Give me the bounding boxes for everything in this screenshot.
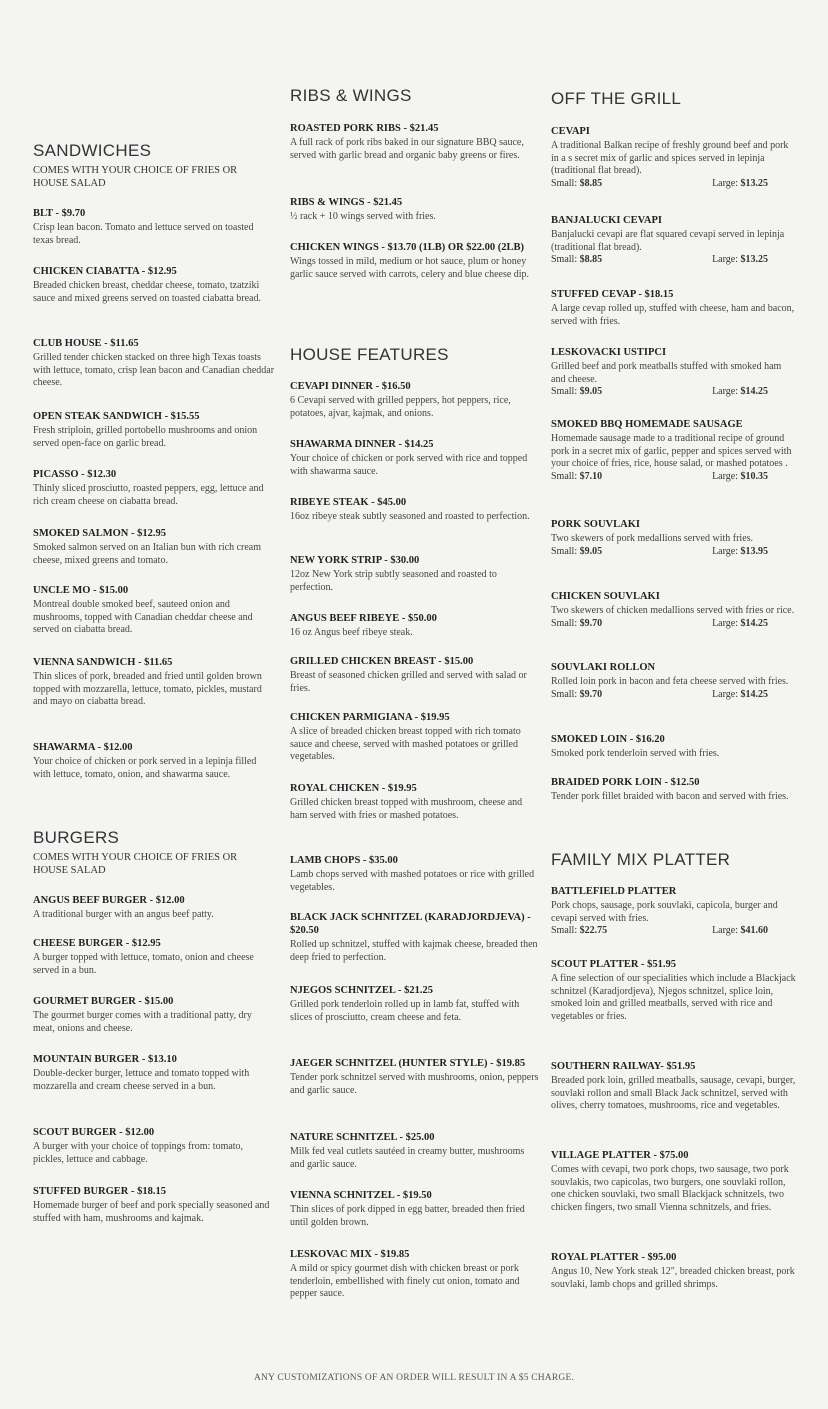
item-name: VIENNA SANDWICH - $11.65	[33, 657, 173, 668]
price-row	[551, 546, 796, 559]
item-name: STUFFED BURGER - $18.15	[33, 1186, 167, 1197]
item-name: BATTLEFIELD PLATTER	[551, 886, 677, 897]
sandwiches-title: SANDWICHES	[33, 141, 152, 160]
small-price: Small: $7.10	[551, 470, 603, 482]
item-name: STUFFED CEVAP - $18.15	[551, 289, 674, 300]
item-description: Tender pork schnitzel served with mushrooms, onion, peppers and garlic sauce.	[290, 1072, 539, 1096]
menu-item	[551, 518, 796, 558]
item-name: ROASTED PORK RIBS - $21.45	[290, 123, 439, 134]
large-price: Large: $14.25	[712, 688, 768, 700]
item-name: VIENNA SCHNITZEL - $19.50	[290, 1190, 432, 1201]
item-description: A large cevap rolled up, stuffed with cheese, ham and bacon, served with fries.	[551, 303, 795, 327]
item-description: Pork chops, sausage, pork souvlaki, capicola, burger and cevapi served with fries.	[551, 900, 778, 924]
item-name: PICASSO - $12.30	[33, 469, 117, 480]
item-name: ROYAL CHICKEN - $19.95	[290, 783, 417, 794]
item-name: LAMB CHOPS - $35.00	[290, 855, 398, 866]
item-description: Rolled loin pork in bacon and feta cheese served with fries.	[551, 676, 789, 687]
item-name: SMOKED SALMON - $12.95	[33, 528, 167, 539]
item-description: Milk fed veal cutlets sautéed in creamy butter, mushrooms and garlic sauce.	[290, 1146, 525, 1170]
menu-item	[290, 496, 540, 524]
menu-item	[33, 410, 275, 450]
item-description: Angus 10, New York steak 12", breaded chicken breast, pork souvlaki, lamb chops and grilled shrimps.	[551, 1266, 795, 1290]
item-name: PORK SOUVLAKI	[551, 519, 640, 530]
menu-item	[290, 655, 540, 695]
item-name: JAEGER SCHNITZEL (HUNTER STYLE) - $19.85	[290, 1058, 526, 1069]
item-description: A fine selection of our specialities which include a Blackjack schnitzel (Karadjordjeva), Njegos schnitzel, splice loin, smoked loin and grilled meatballs, served with rice and vegetables or fries.	[551, 973, 796, 1022]
menu-item	[551, 288, 796, 328]
item-description: A traditional Balkan recipe of freshly ground beef and pork in a s secret mix of garlic and spices served in lepinja (traditional flat bread).	[551, 140, 789, 177]
item-description: Crisp lean bacon. Tomato and lettuce served on toasted texas bread.	[33, 222, 254, 246]
menu-item	[551, 1251, 796, 1291]
item-description: A full rack of pork ribs baked in our signature BBQ sauce, served with garlic bread and organic baby greens or fires.	[290, 137, 524, 161]
item-name: ANGUS BEEF RIBEYE - $50.00	[290, 613, 437, 624]
menu-item	[551, 590, 796, 630]
item-description: Wings tossed in mild, medium or hot sauce, plum or honey garlic sauce served with carrots, celery and blue cheese dip.	[290, 256, 530, 280]
item-name: UNCLE MO - $15.00	[33, 585, 129, 596]
small-price: Small: $9.70	[551, 688, 603, 700]
item-description: Breaded pork loin, grilled meatballs, sausage, cevapi, burger, souvlaki rollon and small Black Jack schnitzel, served with olives, cherry tomatoes, mushrooms, rice and vegetables.	[551, 1075, 796, 1112]
large-price: Large: $13.25	[712, 177, 768, 189]
item-name: SOUTHERN RAILWAY- $51.95	[551, 1061, 696, 1072]
large-price: Large: $14.25	[712, 617, 768, 629]
menu-item	[33, 265, 275, 305]
item-description: Grilled beef and pork meatballs stuffed with smoked ham and cheese.	[551, 361, 782, 385]
price-row	[551, 689, 796, 702]
item-description: ½ rack + 10 wings served with fries.	[290, 211, 436, 222]
menu-item	[551, 885, 796, 938]
item-name: NEW YORK STRIP - $30.00	[290, 555, 420, 566]
item-name: BANJALUCKI CEVAPI	[551, 215, 662, 226]
menu-item	[290, 854, 540, 894]
item-name: CHICKEN PARMIGIANA - $19.95	[290, 712, 450, 723]
item-name: BRAIDED PORK LOIN - $12.50	[551, 777, 700, 788]
menu-item	[290, 380, 540, 420]
item-name: GRILLED CHICKEN BREAST - $15.00	[290, 656, 474, 667]
customization-charge-note: ANY CUSTOMIZATIONS OF AN ORDER WILL RESULT IN A $5 CHARGE.	[253, 1373, 575, 1383]
item-description: A mild or spicy gourmet dish with chicken breast or pork tenderloin, embellished with finely cut onion, tomato and pepper sauce.	[290, 1263, 520, 1300]
price-row	[551, 386, 796, 399]
item-description: Homemade sausage made to a traditional recipe of ground pork in a secret mix of garlic, pepper and spices served with your choice of fries, rice, house salad, or mashed potatoes .	[551, 433, 792, 470]
item-name: SMOKED BBQ HOMEMADE SAUSAGE	[551, 419, 743, 430]
burgers-title: BURGERS	[33, 828, 120, 847]
item-description: Breast of seasoned chicken grilled and served with salad or fries.	[290, 670, 527, 694]
item-description: Breaded chicken breast, cheddar cheese, tomato, tzatziki sauce and mixed greens served on toasted ciabatta bread.	[33, 280, 261, 304]
menu-item	[33, 527, 275, 567]
menu-item	[290, 612, 540, 640]
item-name: GOURMET BURGER - $15.00	[33, 996, 174, 1007]
menu-item	[551, 958, 796, 1023]
item-name: LESKOVACKI USTIPCI	[551, 347, 667, 358]
small-price: Small: $8.85	[551, 254, 603, 266]
menu-item	[33, 1053, 275, 1093]
menu-item	[290, 122, 540, 162]
menu-item	[290, 241, 540, 281]
menu-item	[33, 1185, 275, 1225]
item-description: Smoked pork tenderloin served with fries.	[551, 748, 720, 759]
item-name: SMOKED LOIN - $16.20	[551, 734, 665, 745]
small-price: Small: $22.75	[551, 925, 608, 937]
menu-item	[33, 995, 275, 1035]
menu-item	[551, 346, 796, 399]
item-description: Banjalucki cevapi are flat squared cevapi served in lepinja (traditional flat bread).	[551, 229, 785, 253]
menu-item	[290, 1248, 540, 1301]
item-description: Grilled tender chicken stacked on three high Texas toasts with lettuce, tomato, crisp lean bacon and Canadian cheddar cheese.	[33, 352, 275, 389]
item-description: Your choice of chicken or pork served with rice and topped with shawarma sauce.	[290, 453, 528, 477]
item-name: NJEGOS SCHNITZEL - $21.25	[290, 985, 433, 996]
item-description: A traditional burger with an angus beef patty.	[33, 909, 214, 920]
item-description: Two skewers of pork medallions served with fries.	[551, 533, 754, 544]
item-description: Lamb chops served with mashed potatoes or rice with grilled vegetables.	[290, 869, 535, 893]
menu-item	[33, 656, 275, 709]
price-row	[551, 618, 796, 631]
item-name: ANGUS BEEF BURGER - $12.00	[33, 895, 185, 906]
item-name: LESKOVAC MIX - $19.85	[290, 1249, 410, 1260]
item-name: SOUVLAKI ROLLON	[551, 662, 656, 673]
price-row	[551, 471, 796, 484]
item-description: Homemade burger of beef and pork specially seasoned and stuffed with ham, mushrooms and kajmak.	[33, 1200, 270, 1224]
item-description: Comes with cevapi, two pork chops, two sausage, two pork souvlakis, two capicolas, two burgers, one souvlaki rollon, one chicken souvlaki, two small Blackjack schnitzels, two chicken fingers, two small Vienna schnitzels, and fries.	[551, 1164, 789, 1213]
small-price: Small: $9.05	[551, 386, 603, 398]
item-name: BLT - $9.70	[33, 208, 86, 219]
menu-item	[551, 214, 796, 267]
item-name: SCOUT BURGER - $12.00	[33, 1127, 155, 1138]
menu-item	[290, 782, 540, 822]
menu-item	[33, 337, 275, 390]
menu-item	[33, 894, 275, 922]
family-mix-platter-title: FAMILY MIX PLATTER	[551, 850, 731, 869]
item-name: MOUNTAIN BURGER - $13.10	[33, 1054, 177, 1065]
menu-item	[551, 125, 796, 190]
menu-item	[551, 1149, 796, 1214]
item-name: OPEN STEAK SANDWICH - $15.55	[33, 411, 200, 422]
item-description: Fresh striploin, grilled portobello mushrooms and onion served open-face on garlic bread.	[33, 425, 258, 449]
price-row	[551, 178, 796, 191]
menu-item	[551, 1060, 796, 1113]
menu-item	[33, 468, 275, 508]
menu-item	[33, 741, 275, 781]
price-row	[551, 925, 796, 938]
item-description: 16 oz Angus beef ribeye steak.	[290, 627, 413, 638]
menu-item	[290, 1057, 540, 1097]
item-description: The gourmet burger comes with a traditional patty, dry meat, onions and cheese.	[33, 1010, 252, 1034]
menu-item	[551, 733, 796, 761]
burgers-subtitle: COMES WITH YOUR CHOICE OF FRIES OR HOUSE SALAD	[33, 852, 238, 876]
menu-item	[290, 1189, 540, 1229]
item-description: 16oz ribeye steak subtly seasoned and roasted to perfection.	[290, 511, 530, 522]
off-the-grill-title: OFF THE GRILL	[551, 89, 682, 108]
item-name: CLUB HOUSE - $11.65	[33, 338, 139, 349]
item-name: CEVAPI	[551, 126, 590, 137]
item-name: VILLAGE PLATTER - $75.00	[551, 1150, 689, 1161]
item-name: SCOUT PLATTER - $51.95	[551, 959, 677, 970]
large-price: Large: $13.25	[712, 254, 768, 266]
item-description: 6 Cevapi served with grilled peppers, hot peppers, rice, potatoes, ajvar, kajmak, and onions.	[290, 395, 511, 419]
menu-item	[290, 554, 540, 594]
item-name: CEVAPI DINNER - $16.50	[290, 381, 411, 392]
item-description: Rolled up schnitzel, stuffed with kajmak cheese, breaded then deep fried to perfection.	[290, 939, 538, 963]
item-name: CHICKEN CIABATTA - $12.95	[33, 266, 177, 277]
menu-item	[33, 937, 275, 977]
menu-item	[551, 776, 796, 804]
item-description: Tender pork fillet braided with bacon and served with fries.	[551, 791, 789, 802]
menu-item	[33, 207, 275, 247]
menu-item	[551, 661, 796, 701]
item-name: RIBS & WINGS - $21.45	[290, 197, 403, 208]
large-price: Large: $10.35	[712, 470, 768, 482]
menu-item	[290, 911, 540, 964]
menu-item	[290, 984, 540, 1024]
item-description: Two skewers of chicken medallions served with fries or rice.	[551, 605, 795, 616]
item-description: Thin slices of pork, breaded and fried until golden brown topped with mozzarella, lettuce, tomato, pickles, mustard and mayo on ciabatta bread.	[33, 671, 262, 708]
menu-item	[33, 1126, 275, 1166]
ribs-wings-title: RIBS & WINGS	[290, 86, 412, 105]
large-price: Large: $13.95	[712, 545, 768, 557]
menu-item	[290, 196, 540, 224]
large-price: Large: $14.25	[712, 386, 768, 398]
item-description: Smoked salmon served on an Italian bun with rich cream cheese, mixed greens and tomato.	[33, 542, 261, 566]
menu-item	[290, 438, 540, 478]
menu-item	[290, 1131, 540, 1171]
item-name: SHAWARMA DINNER - $14.25	[290, 439, 434, 450]
small-price: Small: $8.85	[551, 177, 603, 189]
large-price: Large: $41.60	[712, 925, 768, 937]
item-description: A slice of breaded chicken breast topped with rich tomato sauce and cheese, served with mashed potatoes or grilled vegetables.	[290, 726, 521, 763]
item-description: A burger topped with lettuce, tomato, onion and cheese served in a bun.	[33, 952, 254, 976]
small-price: Small: $9.70	[551, 617, 603, 629]
small-price: Small: $9.05	[551, 545, 603, 557]
item-description: Grilled pork tenderloin rolled up in lamb fat, stuffed with slices of prosciutto, cream cheese and feta.	[290, 999, 520, 1023]
item-name: CHICKEN WINGS - $13.70 (1LB) OR $22.00 (2LB)	[290, 242, 525, 253]
price-row	[551, 254, 796, 267]
item-description: Double-decker burger, lettuce and tomato topped with mozzarella and cream cheese served in a bun.	[33, 1068, 250, 1092]
item-name: ROYAL PLATTER - $95.00	[551, 1252, 677, 1263]
house-features-title: HOUSE FEATURES	[290, 345, 449, 364]
item-name: NATURE SCHNITZEL - $25.00	[290, 1132, 435, 1143]
item-description: Your choice of chicken or pork served in a lepinja filled with lettuce, tomato, onion, and shawarma sauce.	[33, 756, 257, 780]
item-description: A burger with your choice of toppings from: tomato, pickles, lettuce and cabbage.	[33, 1141, 244, 1165]
item-name: RIBEYE STEAK - $45.00	[290, 497, 407, 508]
sandwiches-subtitle: COMES WITH YOUR CHOICE OF FRIES OR HOUSE SALAD	[33, 165, 238, 189]
item-description: 12oz New York strip subtly seasoned and roasted to perfection.	[290, 569, 497, 593]
item-name: SHAWARMA - $12.00	[33, 742, 133, 753]
item-description: Grilled chicken breast topped with mushroom, cheese and ham served with fries or mashed potatoes.	[290, 797, 523, 821]
item-description: Thinly sliced prosciutto, roasted peppers, egg, lettuce and rich cream cheese on ciabatta bread.	[33, 483, 264, 507]
item-description: Thin slices of pork dipped in egg batter, breaded then fried until golden brown.	[290, 1204, 525, 1228]
menu-item	[290, 711, 540, 764]
menu-item	[33, 584, 275, 637]
menu-item	[551, 418, 796, 483]
item-description: Montreal double smoked beef, sauteed onion and mushrooms, topped with Canadian cheddar cheese and served on ciabatta bread.	[33, 599, 253, 636]
item-name: CHEESE BURGER - $12.95	[33, 938, 161, 949]
item-name: CHICKEN SOUVLAKI	[551, 591, 660, 602]
item-name: BLACK JACK SCHNITZEL (KARADJORDJEVA) - $20.50	[290, 912, 531, 936]
